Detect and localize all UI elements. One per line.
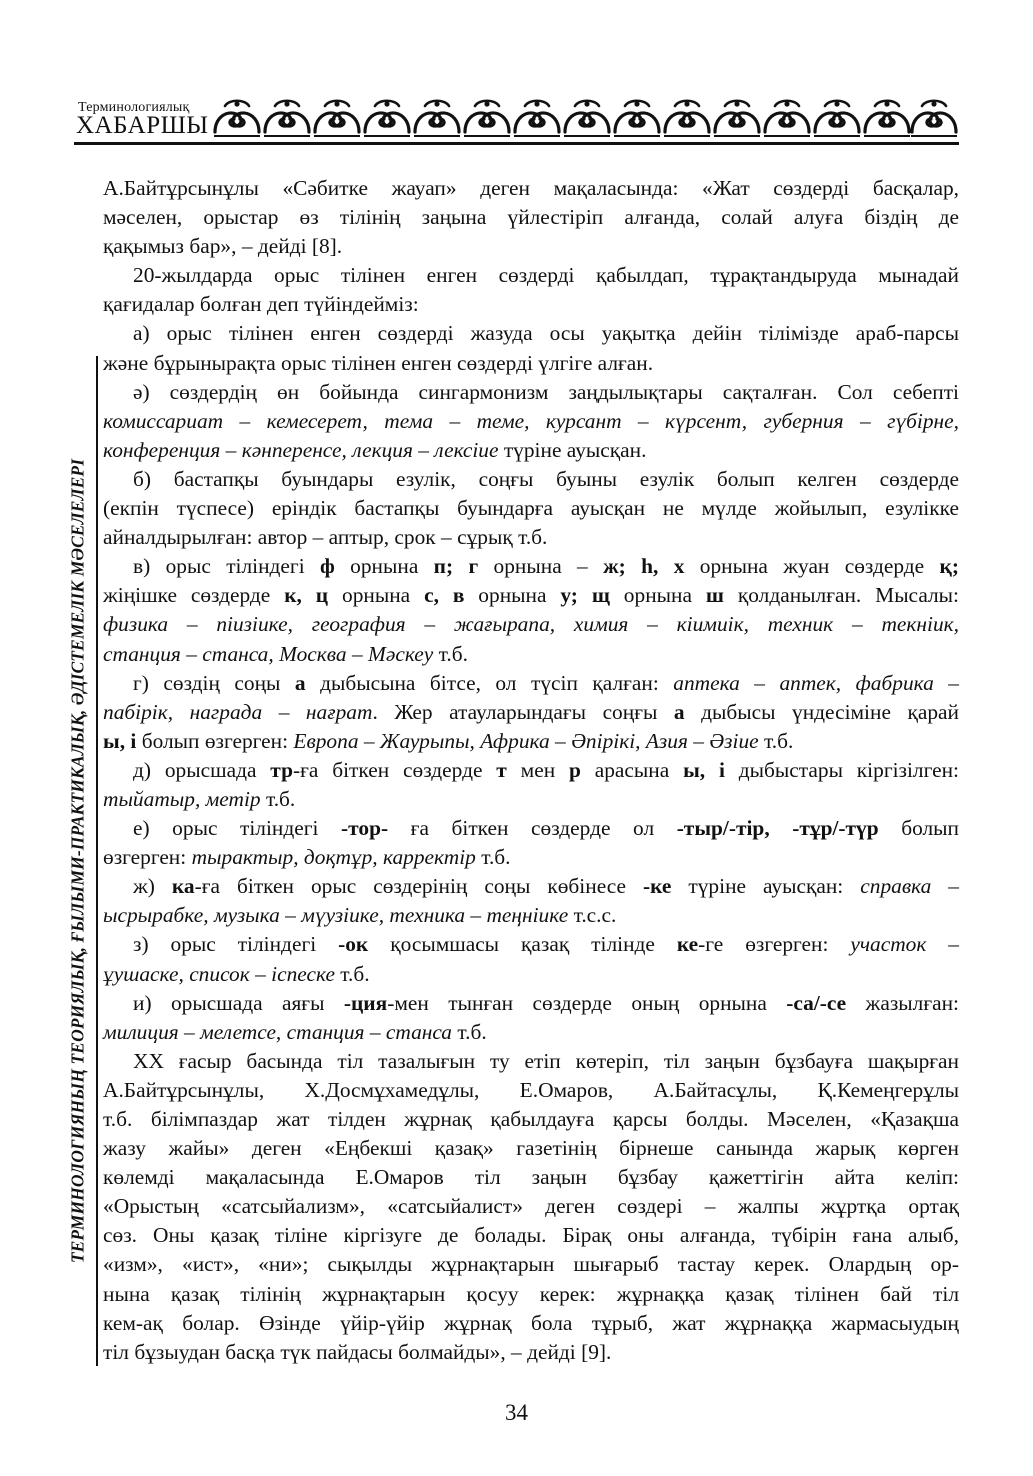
text-line [103,669,959,698]
text-line [103,930,959,959]
text-run: және бұрынырақта орыс тілінен енген сөздерді үлгіге алған. [103,350,654,375]
text-line [103,174,959,203]
bold-run: ж; һ, х [603,554,685,579]
text-line [103,872,959,901]
text-run: орнына [464,583,561,608]
text-run: -мен тынған сөздерде оның орнына [387,990,787,1015]
journal-title-small: Терминологиялық [78,100,190,115]
text-run: -ға біткен орыс сөздерінің соңы көбінесе [194,874,643,899]
text-run: қақымыз бар», – дейді [8]. [103,234,343,259]
text-run: (екпін түспесе) еріндік бастапқы буындарға ауысқан не мүлде жойылып, езулікке [103,496,959,521]
text-line [103,1076,959,1105]
text-run: -ге өзгерген: [698,932,851,957]
text-run: т.б. [452,1019,487,1044]
text-run: кем-ақ болар. Өзінде үйір-үйір жұрнақ бола тұрыб, жат жұрнаққа жармасыудың [103,1310,959,1335]
text-run: а) орыс тілінен енген сөздерді жазуда осы уақытқа дейін тілімізде араб-парсы [133,321,959,346]
text-run: и) орысшада аяғы [133,990,344,1015]
bold-run: -ция [343,990,388,1015]
text-run: ХХ ғасыр басында тіл тазалығын ту етіп көтеріп, тіл заңын бұзбауға шақырған [133,1048,959,1073]
bold-run: -тор- [341,816,389,841]
italic-run: ысрырабке, музыка – мүузіике, техника – теңніике [103,903,569,928]
text-run: е) орыс тіліндегі [133,816,342,841]
text-run: мәселен, орыстар өз тілінің заңына үйлестіріп алғанда, солай алуға біздің де [103,205,959,230]
text-line [103,523,959,552]
text-run: өзгерген: [103,845,192,870]
bold-run: т [496,757,507,782]
bold-run: -ок [338,932,369,957]
text-line [103,1221,959,1250]
text-run: «Орыстың «сатсыйализм», «сатсыйалист» деген сөздері – жалпы жұртқа ортақ [103,1194,959,1219]
text-line [103,1309,959,1338]
text-line [103,1018,959,1047]
text-line [103,989,959,1018]
text-run: з) орыс тіліндегі [133,932,339,957]
text-run: орнына [328,583,425,608]
text-line [103,436,959,465]
text-run: т.б. [433,641,468,666]
text-line [103,1250,959,1279]
text-line [103,698,959,727]
text-run: ға біткен сөздерде ол [388,816,677,841]
text-run: түріне ауысқан. [498,437,647,462]
bold-run: ф [320,554,335,579]
bold-run: р [568,757,581,782]
text-run: арасына [580,757,684,782]
bold-run: ка [171,874,195,899]
text-line [103,407,959,436]
text-run: қағидалар болған деп түйіндейміз: [103,292,419,317]
text-line [103,1338,959,1367]
text-run: нына қазақ тілінің жұрнақтарын қосуу керек: жұрнаққа қазақ тілінен бай тіл [103,1281,959,1306]
bold-run: к, ц [284,583,329,608]
text-run: орнына [334,554,434,579]
text-run: мен [506,757,569,782]
text-line [103,261,959,290]
italic-run: конференция – кәнперенсе, лекция – лексіие [103,437,499,462]
text-run: «изм», «ист», «ни»; сықылды жұрнақтарын шығарыб тастау керек. Олардың ор- [103,1252,959,1277]
text-run: т.б. [334,961,370,986]
bold-run: с, в [424,583,465,608]
text-line [103,203,959,232]
text-run: д) орысшада [133,757,271,782]
header-divider [74,142,959,145]
italic-run: Европа – Жаурыпы, Африка – Әпірікі, Азия – Әзіие [293,728,759,753]
text-run: орнына – [478,554,604,579]
text-line [103,1280,959,1309]
page-number: 34 [505,1400,528,1425]
bold-run: ш [705,583,724,608]
text-run: дыбысы үндесіміне қарай [684,699,960,724]
bold-run: а [673,699,685,724]
text-run: в) орыс тіліндегі [133,554,320,579]
text-line [103,1192,959,1221]
text-line [103,640,959,669]
text-run: тіл бұзыудан басқа түк пайдасы болмайды», – дейді [9]. [103,1339,612,1364]
bold-run: қ; [939,554,959,579]
italic-run: физика – піизіике, география – жағырапа, химия – кіимиік, техник – текніик, [103,612,959,637]
text-run: т.б. [260,786,296,811]
text-run: сөз. Оны қазақ тіліне кіргізуге де болады. Бірақ оны алғанда, түбірін ғана алыб, [103,1223,959,1248]
bold-run: тр [270,757,293,782]
text-line [103,785,959,814]
italic-run: станция – станса, Москва – Мәскеу [103,641,434,666]
text-run: т.с.с. [568,903,617,928]
text-line [103,581,959,610]
text-run: А.Байтұрсынұлы, Х.Досмұхамедұлы, Е.Омаров, А.Байтасұлы, Қ.Кемеңгерұлы [103,1077,959,1102]
text-line [103,814,959,843]
bold-run: ы, і [103,728,137,753]
text-run: жазылған: [846,990,959,1015]
text-run: т.б. [475,845,511,870]
text-line [103,1047,959,1076]
text-run: орнына [609,583,706,608]
text-run: жазу жайы» деген «Еңбекші қазақ» газетінің бірнеше санында жарық көрген [103,1136,959,1161]
italic-run: тыйатыр, метір [103,786,261,811]
text-run: т.б. білімпаздар жат тілден жұрнақ қабылдауға қарсы болды. Мәселен, «Қазақша [103,1107,959,1131]
text-line [103,552,959,581]
text-line [103,319,959,348]
text-line [103,756,959,785]
bold-run: ке [676,932,699,957]
text-run: болып [878,816,959,841]
text-run: 20-жылдарда орыс тілінен енген сөздерді қабылдап, тұрақтандыруда мынадай [133,263,959,288]
text-line [103,727,959,756]
italic-run: аптека – аптек, фабрика – [673,670,959,695]
text-run: болып өзгерген: [136,728,294,753]
text-line [103,378,959,407]
text-line [103,1163,959,1192]
side-title-text: ТЕРМИНОЛОГИЯНЫҢ ТЕОРИЯЛЫҚ, ҒЫЛЫМИ-ПРАКТИКАЛЫҚ, ӘДІСТЕМЕЛІК МӘСЕЛЕЛЕРІ [67,458,88,1264]
bold-run: у; щ [560,583,610,608]
text-run: жіңішке сөздерде [103,583,285,608]
italic-run: тырактыр, доқтұр, карректір [191,845,476,870]
text-line [103,349,959,378]
italic-run: участок – [850,932,959,957]
italic-run: справка – [860,874,959,899]
text-line [103,901,959,930]
text-run: г) сөздің соңы [133,670,295,695]
journal-title-main: ХАБАРШЫ [76,112,209,139]
bold-run: п; г [433,554,479,579]
italic-run: пабірік, награда – нағрат [103,699,373,724]
bold-run: -тыр/-тір, -тұр/-түр [676,816,879,841]
bold-run: -ке [642,874,672,899]
text-line [103,1105,959,1134]
italic-run: ұушаске, список – іспеске [103,961,335,986]
bold-run: ы, і [683,757,725,782]
text-line [103,960,959,989]
text-run: қолданылған. Мысалы: [723,583,959,608]
text-line [103,843,959,872]
text-run: -ға біткен сөздерде [292,757,497,782]
text-line [103,232,959,261]
text-line [103,290,959,319]
text-run: б) бастапқы буындары езулік, соңғы буыны езулік болып келген сөздерде [133,466,959,491]
text-line [103,494,959,523]
text-run: орнына жуан сөздерде [684,554,940,579]
text-run: А.Байтұрсынұлы «Сәбитке жауап» деген мақаласында: «Жат сөздерді басқалар, [103,176,959,200]
text-line [103,1134,959,1163]
text-line [103,465,959,494]
italic-run: комиссариат – кемесерет, тема – теме, курсант – күрсент, губерния – гүбірне, [103,408,959,433]
bold-run: а [294,670,306,695]
side-divider [96,356,98,1366]
bold-run: -са/-се [786,990,847,1015]
italic-run: милиция – мелетсе, станция – станса [103,1019,453,1044]
text-run: т.б. [758,728,794,753]
text-run: көлемді мақаласында Е.Омаров тіл заңын бұзбау қажеттігін айта келіп: [103,1165,959,1190]
text-run: дыбыстары кіргізілген: [724,757,959,782]
text-run: . Жер атауларындағы соңғы [372,699,674,724]
text-run: айналдырылған: автор – аптыр, срок – сұрық т.б. [103,525,548,550]
text-run: ж) [133,874,172,899]
ornament-border-icon [212,96,959,140]
text-run: қосымшасы қазақ тілінде [368,932,677,957]
article-body [103,174,959,1367]
text-line [103,610,959,639]
text-run: түріне ауысқан: [671,874,861,899]
text-run: дыбысына бітсе, ол түсіп қалған: [305,670,674,695]
side-running-title [60,356,100,1366]
journal-header [74,90,959,148]
text-run: ә) сөздердің өн бойында сингармонизм заңдылықтары сақталған. Сол себепті [133,379,959,404]
